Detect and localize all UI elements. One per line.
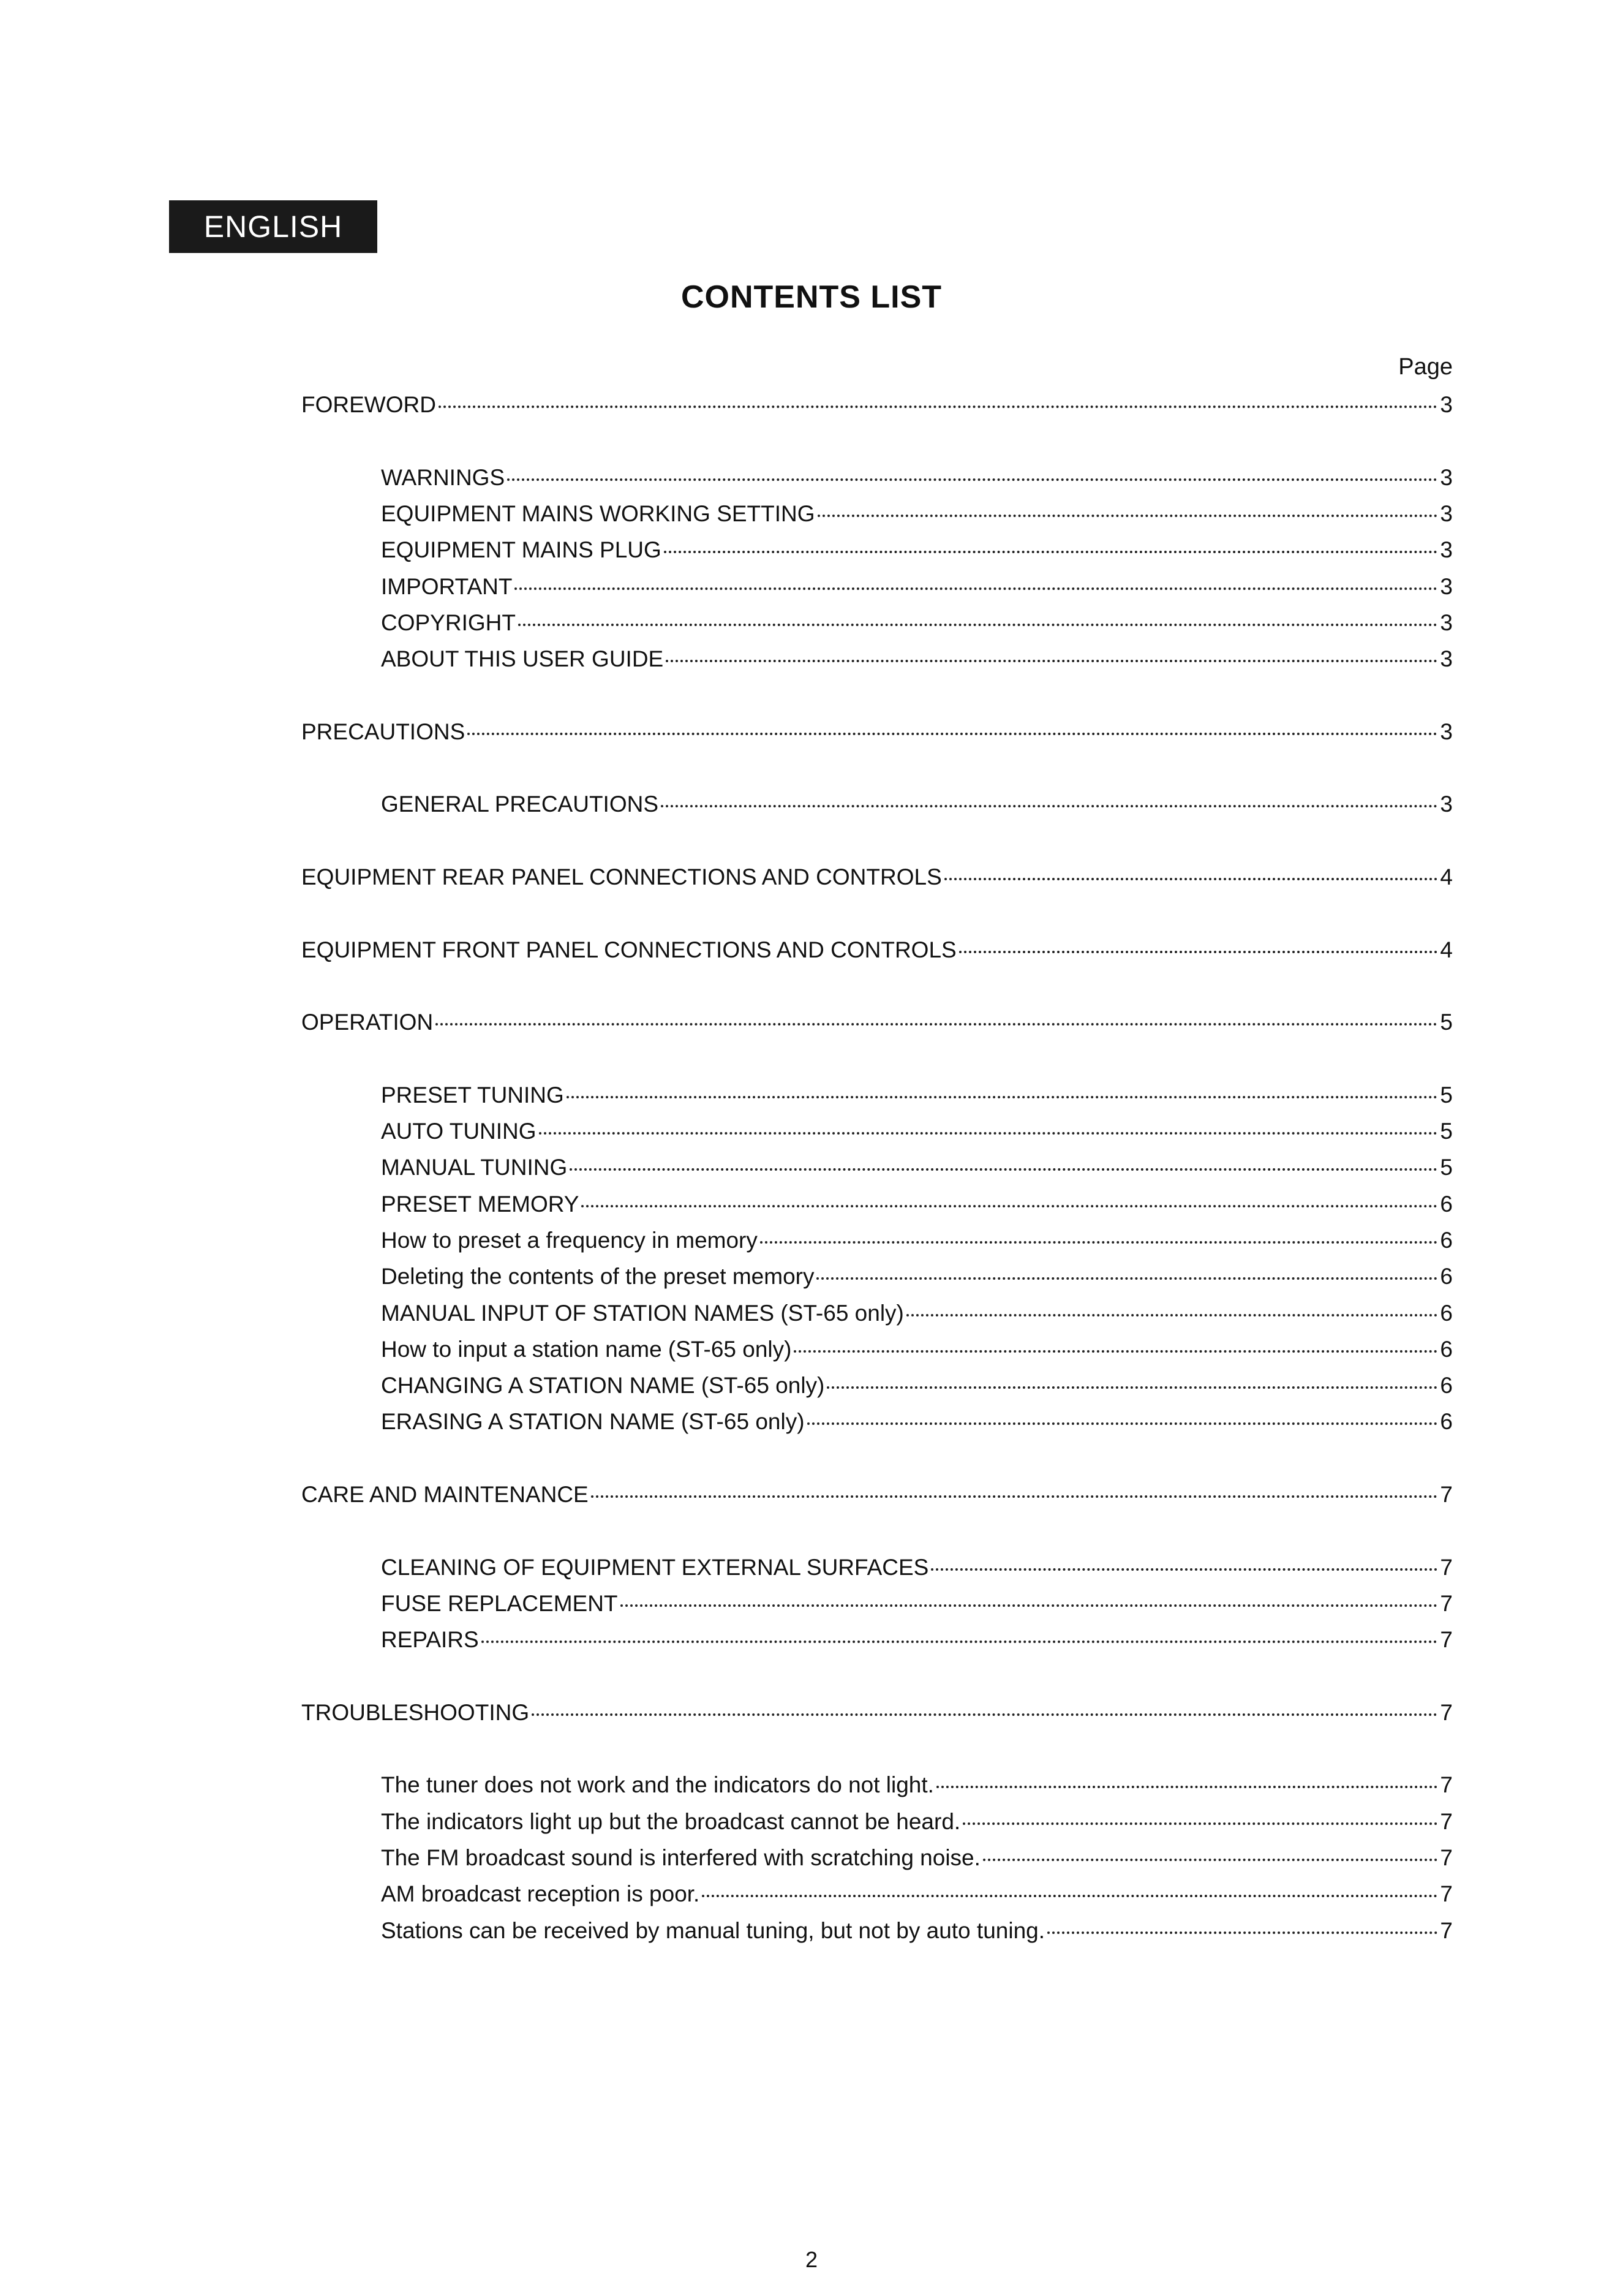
- dot-leader: [481, 1641, 1438, 1643]
- toc-entry-page: 7: [1440, 1772, 1453, 1798]
- toc-section: [301, 1482, 1453, 1508]
- toc-entry-label: REPAIRS: [381, 1627, 479, 1653]
- dot-leader: [591, 1495, 1438, 1498]
- dot-leader: [906, 1314, 1438, 1316]
- toc-entry-label: CHANGING A STATION NAME (ST-65 only): [381, 1373, 825, 1399]
- toc-entry: [381, 1409, 1453, 1435]
- toc-section: [301, 392, 1453, 418]
- toc-section-label: TROUBLESHOOTING: [301, 1699, 530, 1725]
- dot-leader: [567, 1096, 1438, 1098]
- toc-section-page: 7: [1440, 1482, 1453, 1507]
- toc-entry-page: 6: [1440, 1191, 1453, 1217]
- toc-entry-label: WARNINGS: [381, 464, 505, 490]
- toc-entry: [381, 465, 1453, 491]
- toc-entry-label: Stations can be received by manual tuning, but not by auto tuning.: [381, 1917, 1045, 1943]
- toc-entry-page: 5: [1440, 1119, 1453, 1144]
- dot-leader: [794, 1350, 1437, 1353]
- toc-entry-page: 3: [1440, 500, 1453, 526]
- toc-entry-page: 5: [1440, 1155, 1453, 1180]
- toc-section: [301, 1010, 1453, 1035]
- dot-leader: [959, 951, 1438, 953]
- toc-entry-label: COPYRIGHT: [381, 610, 516, 635]
- toc-entry-label: MANUAL INPUT OF STATION NAMES (ST-65 only): [381, 1300, 904, 1326]
- dot-leader: [532, 1713, 1437, 1716]
- toc-entry-page: 7: [1440, 1881, 1453, 1907]
- toc-entry-label: ERASING A STATION NAME (ST-65 only): [381, 1409, 805, 1435]
- toc-section-page: 4: [1440, 937, 1453, 962]
- toc-entry-page: 5: [1440, 1082, 1453, 1108]
- toc-entry-page: 6: [1440, 1300, 1453, 1326]
- dot-leader: [936, 1786, 1437, 1788]
- toc-section-label: EQUIPMENT FRONT PANEL CONNECTIONS AND CONTROLS: [301, 937, 957, 962]
- toc-entry-page: 7: [1440, 1590, 1453, 1616]
- toc-entry-page: 6: [1440, 1227, 1453, 1253]
- toc-entry-label: EQUIPMENT MAINS WORKING SETTING: [381, 500, 815, 526]
- toc-entry: [381, 537, 1453, 563]
- dot-leader: [661, 805, 1437, 807]
- toc-entry: [381, 1337, 1453, 1362]
- toc-entry-page: 6: [1440, 1409, 1453, 1435]
- dot-leader: [581, 1205, 1437, 1207]
- toc-section-label: OPERATION: [301, 1010, 434, 1035]
- toc-entry-label: PRESET MEMORY: [381, 1191, 579, 1217]
- toc-entry-label: The FM broadcast sound is interfered with scratching noise.: [381, 1845, 981, 1870]
- toc-entry-label: How to preset a frequency in memory: [381, 1227, 758, 1253]
- page-column-label: Page: [1398, 354, 1453, 380]
- toc-entry-label: MANUAL TUNING: [381, 1155, 568, 1180]
- toc-entry-label: How to input a station name (ST-65 only): [381, 1336, 792, 1362]
- dot-leader: [944, 878, 1438, 880]
- dot-leader: [1047, 1932, 1437, 1934]
- toc-entry: [381, 1845, 1453, 1871]
- toc-entry-page: 3: [1440, 610, 1453, 635]
- toc-entry: [381, 574, 1453, 600]
- dot-leader: [963, 1822, 1437, 1825]
- toc-entry-page: 6: [1440, 1336, 1453, 1362]
- toc-section-page: 7: [1440, 1699, 1453, 1725]
- dot-leader: [827, 1386, 1437, 1389]
- toc-section-label: PRECAUTIONS: [301, 719, 465, 744]
- dot-leader: [570, 1168, 1437, 1171]
- toc-entry: [381, 1373, 1453, 1399]
- toc-entry: [381, 1555, 1453, 1580]
- toc-entry-page: 7: [1440, 1845, 1453, 1870]
- toc-entry-page: 7: [1440, 1627, 1453, 1653]
- toc-entry: [381, 1809, 1453, 1835]
- toc-entry-label: IMPORTANT: [381, 573, 513, 599]
- toc-section-label: CARE AND MAINTENANCE: [301, 1482, 589, 1507]
- dot-leader: [539, 1132, 1438, 1135]
- toc-entry: [381, 1082, 1453, 1108]
- toc-entry: [381, 1191, 1453, 1217]
- toc-entry-page: 3: [1440, 464, 1453, 490]
- dot-leader: [931, 1568, 1437, 1571]
- toc-entry: [381, 1881, 1453, 1907]
- toc-entry: [381, 501, 1453, 527]
- toc-entry-label: The indicators light up but the broadcast cannot be heard.: [381, 1808, 961, 1834]
- toc-entry: [381, 1627, 1453, 1653]
- toc-entry-label: Deleting the contents of the preset memory: [381, 1264, 815, 1290]
- toc-entry: [381, 1228, 1453, 1253]
- dot-leader: [439, 406, 1437, 408]
- language-tag: ENGLISH: [169, 200, 377, 253]
- toc-entry: [381, 646, 1453, 672]
- toc-entry-label: FUSE REPLACEMENT: [381, 1590, 618, 1616]
- dot-leader: [620, 1604, 1438, 1607]
- toc-entry-page: 6: [1440, 1373, 1453, 1399]
- dot-leader: [507, 478, 1437, 481]
- dot-leader: [435, 1023, 1437, 1025]
- dot-leader: [514, 587, 1437, 590]
- toc-entry-label: PRESET TUNING: [381, 1082, 564, 1108]
- toc-section-page: 3: [1440, 392, 1453, 417]
- toc-section: [301, 719, 1453, 745]
- toc-section: [301, 864, 1453, 890]
- toc-entry-page: 3: [1440, 791, 1453, 817]
- toc-section: [301, 937, 1453, 963]
- toc-entry: [381, 1155, 1453, 1180]
- dot-leader: [816, 1277, 1437, 1280]
- toc-entry-page: 7: [1440, 1917, 1453, 1943]
- toc-entry-label: AUTO TUNING: [381, 1119, 537, 1144]
- dot-leader: [666, 660, 1437, 662]
- toc-entry: [381, 610, 1453, 636]
- toc-entry: [381, 791, 1453, 817]
- toc-entry-page: 7: [1440, 1808, 1453, 1834]
- dot-leader: [702, 1895, 1437, 1897]
- toc-section: [301, 1700, 1453, 1726]
- dot-leader: [807, 1422, 1438, 1425]
- page-title: CONTENTS LIST: [680, 279, 943, 315]
- toc-entry: [381, 1264, 1453, 1290]
- toc-entry-page: 7: [1440, 1554, 1453, 1580]
- toc-section-label: EQUIPMENT REAR PANEL CONNECTIONS AND CONTROLS: [301, 864, 942, 889]
- dot-leader: [664, 551, 1438, 553]
- dot-leader: [983, 1859, 1438, 1861]
- dot-leader: [818, 515, 1438, 517]
- toc-section-page: 5: [1440, 1010, 1453, 1035]
- toc-entry: [381, 1119, 1453, 1144]
- page-number: 2: [805, 2247, 818, 2272]
- toc-entry-label: AM broadcast reception is poor.: [381, 1881, 700, 1907]
- toc-section-page: 4: [1440, 864, 1453, 889]
- toc-section-label: FOREWORD: [301, 392, 436, 417]
- toc-entry-page: 3: [1440, 573, 1453, 599]
- dot-leader: [760, 1241, 1438, 1244]
- dot-leader: [518, 624, 1437, 626]
- toc-entry-page: 6: [1440, 1264, 1453, 1290]
- toc-entry-page: 3: [1440, 646, 1453, 672]
- dot-leader: [467, 733, 1437, 735]
- toc-entry-label: EQUIPMENT MAINS PLUG: [381, 537, 661, 563]
- toc-entry-label: ABOUT THIS USER GUIDE: [381, 646, 664, 672]
- toc-entry: [381, 1918, 1453, 1944]
- toc-entry-page: 3: [1440, 537, 1453, 563]
- toc-entry-label: CLEANING OF EQUIPMENT EXTERNAL SURFACES: [381, 1554, 929, 1580]
- toc-section-page: 3: [1440, 719, 1453, 744]
- toc-entry: [381, 1772, 1453, 1798]
- toc-entry-label: The tuner does not work and the indicators do not light.: [381, 1772, 934, 1798]
- toc-entry-label: GENERAL PRECAUTIONS: [381, 791, 658, 817]
- toc-entry: [381, 1301, 1453, 1326]
- toc-entry: [381, 1591, 1453, 1617]
